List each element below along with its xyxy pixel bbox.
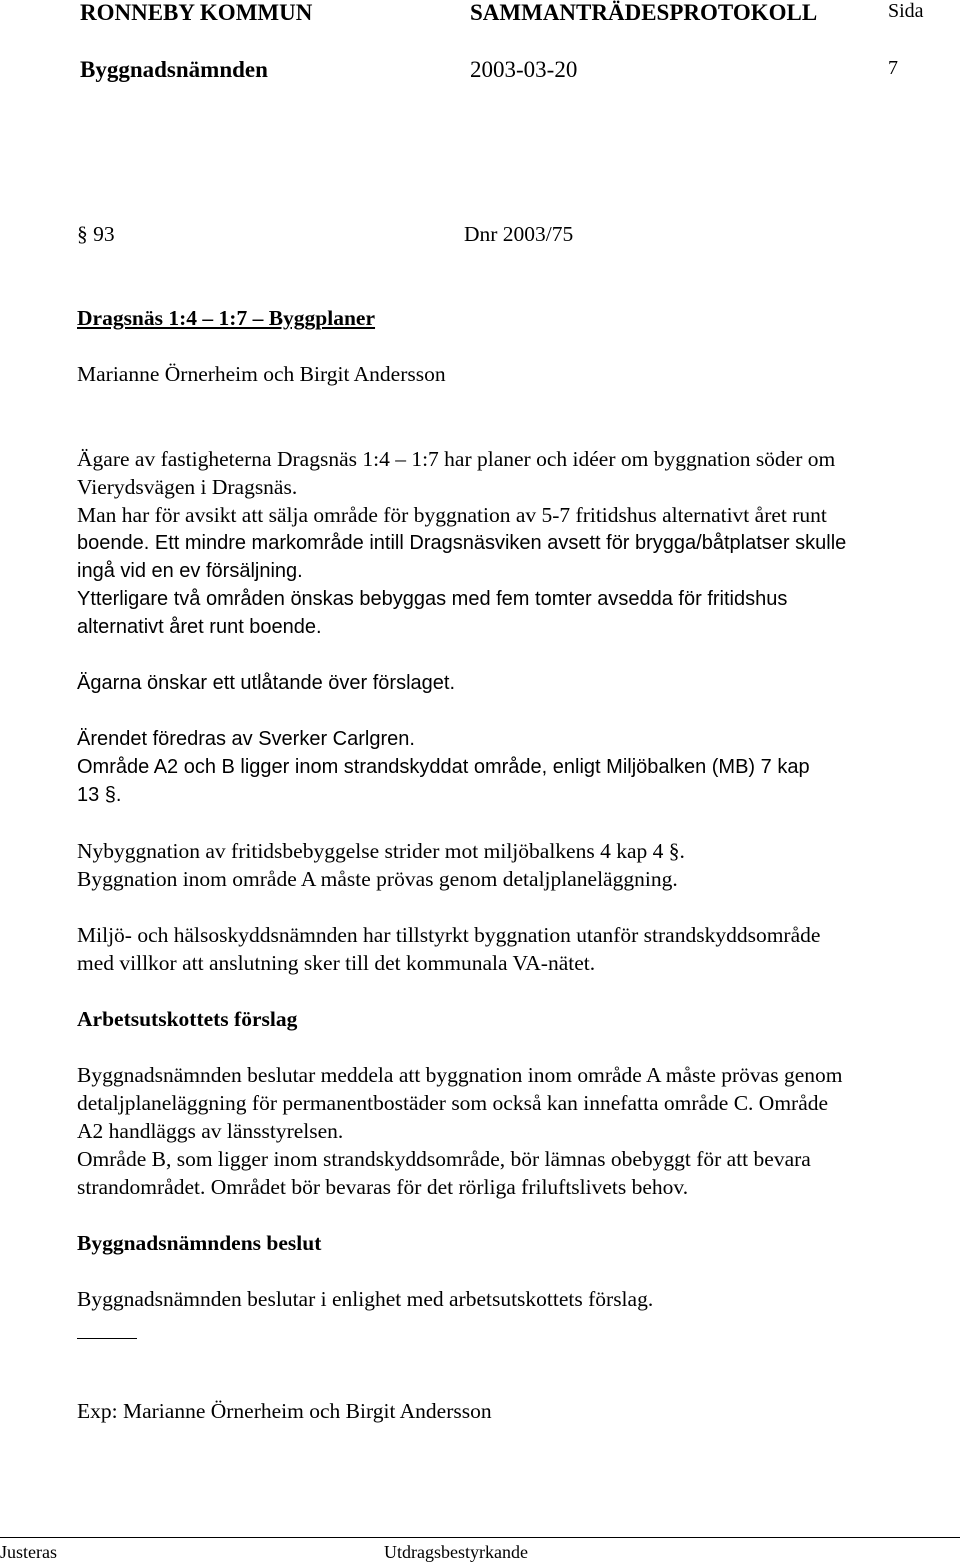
paragraph-number: § 93 xyxy=(77,222,115,246)
item-title: Dragsnäs 1:4 – 1:7 – Byggplaner xyxy=(77,306,376,330)
applicants: Marianne Örnerheim och Birgit Andersson xyxy=(77,362,446,386)
committee-name: Byggnadsnämnden xyxy=(80,57,268,82)
separator-line xyxy=(77,1338,137,1339)
proposal-line: detaljplaneläggning för permanentbostäder som också kan innefatta område C. Område xyxy=(77,1091,829,1115)
expedition: Exp: Marianne Örnerheim och Birgit Andersson xyxy=(77,1399,492,1423)
diary-number: Dnr 2003/75 xyxy=(464,222,574,246)
body-line: Byggnation inom område A måste prövas genom detaljplaneläggning. xyxy=(77,867,678,891)
page-label: Sida xyxy=(888,0,924,22)
footer-justeras: Justeras xyxy=(0,1542,57,1562)
body-line: Ägarna önskar ett utlåtande över förslaget. xyxy=(77,672,456,694)
body-line: boende. Ett mindre markområde intill Dragsnäsviken avsett för brygga/båtplatser skulle xyxy=(77,532,847,554)
body-line: Man har för avsikt att sälja område för byggnation av 5-7 fritidshus alternativt året runt xyxy=(77,503,827,527)
body-line: Vierydsvägen i Dragsnäs. xyxy=(77,475,298,499)
body-line: Ytterligare två områden önskas bebyggas med fem tomter avsedda för fritidshus xyxy=(77,588,788,610)
body-line: alternativt året runt boende. xyxy=(77,616,322,638)
proposal-line: Byggnadsnämnden beslutar meddela att byggnation inom område A måste prövas genom xyxy=(77,1063,843,1087)
decision-heading: Byggnadsnämndens beslut xyxy=(77,1231,322,1255)
proposal-line: Område B, som ligger inom strandskyddsområde, bör lämnas obebyggt för att bevara xyxy=(77,1147,811,1171)
footer-utdragsbestyrkande: Utdragsbestyrkande xyxy=(384,1542,528,1562)
meeting-date: 2003-03-20 xyxy=(470,57,578,82)
body-line: med villkor att anslutning sker till det kommunala VA-nätet. xyxy=(77,951,596,975)
org-name: RONNEBY KOMMUN xyxy=(80,0,313,25)
body-line: Miljö- och hälsoskyddsnämnden har tillstyrkt byggnation utanför strandskyddsområde xyxy=(77,923,821,947)
body-line: Ägare av fastigheterna Dragsnäs 1:4 – 1:7 har planer och idéer om byggnation söder om xyxy=(77,447,836,471)
body-line: Ärendet föredras av Sverker Carlgren. xyxy=(77,728,415,750)
footer-rule xyxy=(0,1537,960,1538)
page-number: 7 xyxy=(888,57,898,79)
document-type: SAMMANTRÄDESPROTOKOLL xyxy=(470,0,818,25)
body-line: Område A2 och B ligger inom strandskyddat område, enligt Miljöbalken (MB) 7 kap xyxy=(77,756,810,778)
body-line: Nybyggnation av fritidsbebyggelse strider mot miljöbalkens 4 kap 4 §. xyxy=(77,839,685,863)
au-proposal-heading: Arbetsutskottets förslag xyxy=(77,1007,298,1031)
body-line: ingå vid en ev försäljning. xyxy=(77,560,303,582)
body-line: 13 §. xyxy=(77,784,122,806)
decision-text: Byggnadsnämnden beslutar i enlighet med arbetsutskottets förslag. xyxy=(77,1287,654,1311)
proposal-line: strandområdet. Området bör bevaras för det rörliga friluftslivets behov. xyxy=(77,1175,689,1199)
proposal-line: A2 handläggs av länsstyrelsen. xyxy=(77,1119,344,1143)
